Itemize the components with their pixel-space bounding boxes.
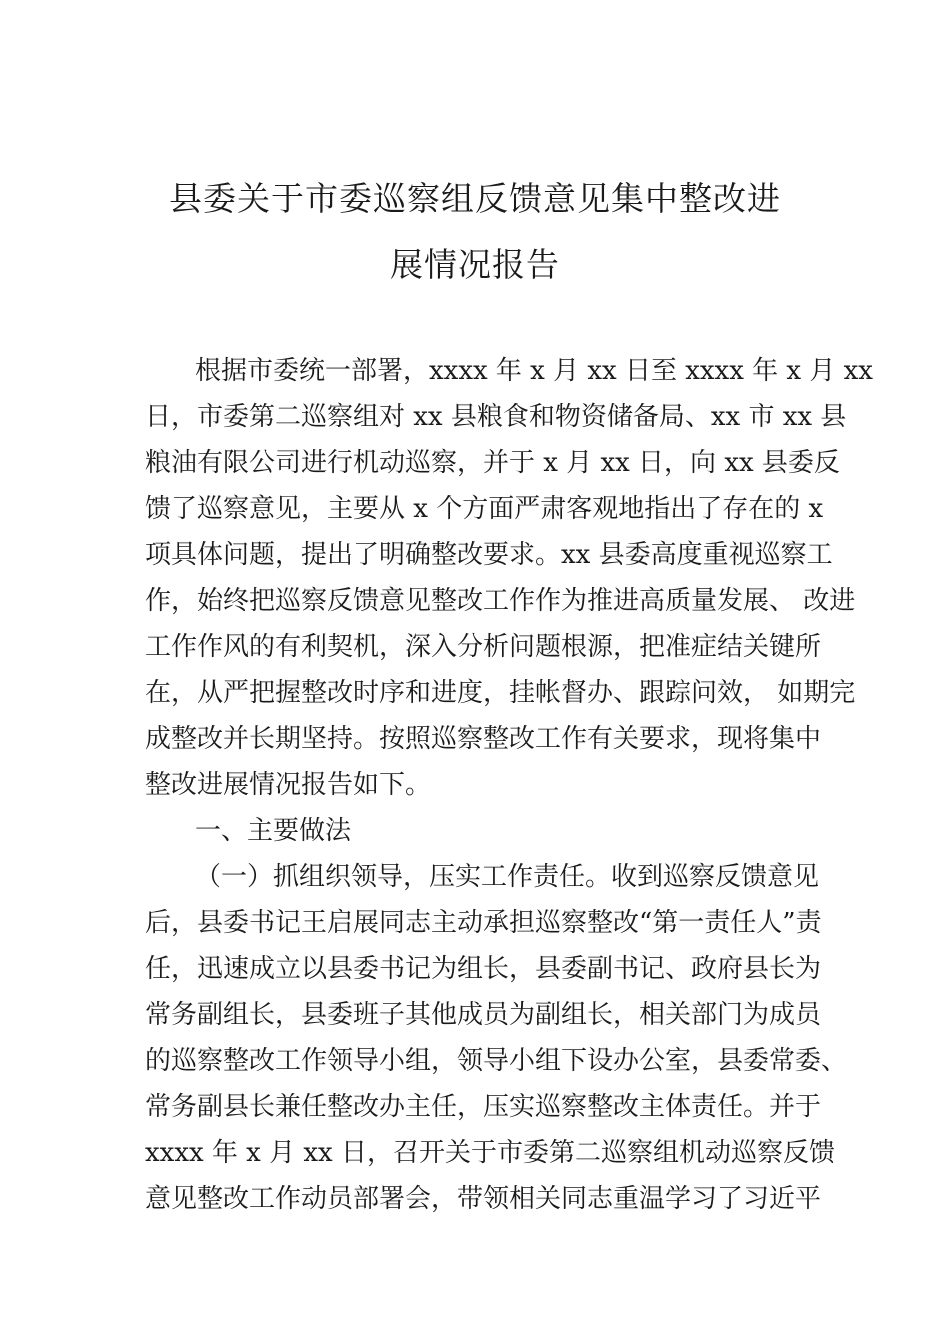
paragraph-2-line: （一）抓组织领导，压实工作责任。收到巡察反馈意见	[195, 862, 820, 892]
paragraph-2-line: 常务副县长兼任整改办主任，压实巡察整改主体责任。并于	[145, 1092, 822, 1122]
document-title-line-1: 县委关于市委巡察组反馈意见集中整改进	[169, 179, 781, 218]
paragraph-1-line: 根据市委统一部署，xxxx 年 x 月 xx 日至 xxxx 年 x 月 xx	[195, 356, 873, 386]
paragraph-1-line: 项具体问题，提出了明确整改要求。xx 县委高度重视巡察工	[145, 540, 833, 570]
paragraph-1-line: 馈了巡察意见，主要从 x 个方面严肃客观地指出了存在的 x	[145, 494, 824, 524]
paragraph-2-line: 后，县委书记王启展同志主动承担巡察整改“第一责任人”责	[145, 908, 822, 938]
paragraph-2-line: xxxx 年 x 月 xx 日，召开关于市委第二巡察组机动巡察反馈	[145, 1138, 835, 1168]
section-heading: 一、主要做法	[195, 816, 352, 846]
paragraph-1-line: 整改进展情况报告如下。	[145, 770, 432, 800]
paragraph-1-line: 日，市委第二巡察组对 xx 县粮食和物资储备局、xx 市 xx 县	[145, 402, 847, 432]
paragraph-2-line: 常务副组长，县委班子其他成员为副组长，相关部门为成员	[145, 1000, 822, 1030]
paragraph-1-line: 粮油有限公司进行机动巡察，并于 x 月 xx 日，向 xx 县委反	[145, 448, 840, 478]
paragraph-1-line: 作，始终把巡察反馈意见整改工作作为推进高质量发展、 改进	[145, 586, 856, 616]
document-title-line-2: 展情况报告	[390, 245, 560, 284]
paragraph-2-line: 的巡察整改工作领导小组，领导小组下设办公室，县委常委、	[145, 1046, 848, 1076]
paragraph-1-line: 成整改并长期坚持。按照巡察整改工作有关要求，现将集中	[145, 724, 822, 754]
paragraph-1-line: 在，从严把握整改时序和进度，挂帐督办、跟踪问效， 如期完	[145, 678, 856, 708]
paragraph-1-line: 工作作风的有利契机，深入分析问题根源，把准症结关键所	[145, 632, 822, 662]
paragraph-2-line: 意见整改工作动员部署会，带领相关同志重温学习了习近平	[145, 1184, 822, 1214]
paragraph-2-line: 任，迅速成立以县委书记为组长，县委副书记、政府县长为	[145, 954, 822, 984]
